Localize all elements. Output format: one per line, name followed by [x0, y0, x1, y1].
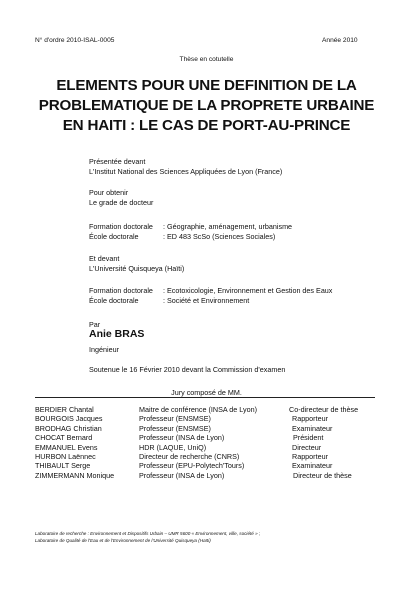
jury-member-role: Directeur: [292, 442, 322, 452]
title-line-3: EN HAITI : LE CAS DE PORT-AU-PRINCE: [62, 117, 351, 134]
title-line-1: ELEMENTS POUR UNE DEFINITION DE LA: [56, 77, 357, 94]
title-line-2: PROBLEMATIQUE DE LA PROPRETE URBAINE: [38, 97, 375, 114]
formation-1-label: Formation doctorale: [89, 222, 153, 231]
jury-member-name: BOURGOIS Jacques: [35, 414, 103, 424]
jury-member-name: HURBON Laënnec: [35, 452, 96, 461]
jury-member-name: BRODHAG Christian: [35, 423, 102, 433]
formation-2-value: : Ecotoxicologie, Environnement et Gestion des Eaux: [163, 286, 333, 295]
jury-member-position: Professeur (ENSMSE): [139, 423, 211, 433]
institution-insa: L'Institut National des Sciences Appliquées de Lyon (France): [89, 167, 283, 176]
jury-member-row: [35, 443, 395, 452]
by-label: Par: [89, 320, 101, 329]
footer-line-2: Laboratoire de Qualité de l'Eau et de l'Environnement de l'Université Quisqueya (Haïti): [35, 538, 211, 543]
school-1-value: : ED 483 ScSo (Sciences Sociales): [163, 232, 276, 241]
jury-member-name: EMMANUEL Evens: [35, 442, 98, 452]
obtain-label: Pour obtenir: [89, 188, 129, 197]
jury-heading: Jury composé de MM.: [171, 388, 242, 397]
jury-member-name: THIBAULT Serge: [35, 461, 91, 471]
institution-uniq: L'Université Quisqueya (Haïti): [89, 264, 185, 273]
order-number: N° d'ordre 2010-ISAL-0005: [35, 37, 115, 44]
jury-member-row: [35, 424, 395, 433]
jury-member-row: [35, 461, 395, 470]
school-2-label: École doctorale: [89, 296, 139, 305]
jury-member-row: [35, 433, 395, 442]
thesis-type: Thèse en cotutelle: [179, 56, 234, 63]
jury-member-role: Examinateur: [292, 423, 333, 433]
jury-member-role: Rapporteur: [292, 414, 328, 424]
school-1-label: École doctorale: [89, 232, 139, 241]
presented-label: Présentée devant: [89, 157, 146, 166]
degree: Le grade de docteur: [89, 198, 154, 207]
jury-divider: [35, 397, 375, 398]
author-name: Anie BRAS: [89, 328, 145, 340]
school-2-value: : Société et Environnement: [163, 296, 250, 305]
formation-2-label: Formation doctorale: [89, 286, 153, 295]
year: Année 2010: [322, 37, 358, 44]
jury-member-position: Professeur (INSA de Lyon): [139, 470, 225, 480]
jury-member-row: [35, 414, 395, 423]
footer-line-1: Laboratoire de recherche : Environnement et Dispositifs Urbain – UMR 5600 « Environnement, ville, société » ;: [35, 531, 261, 536]
jury-member-position: HDR (LAQUE, UniQ): [139, 442, 207, 452]
formation-1-value: : Géographie, aménagement, urbanisme: [163, 222, 293, 231]
jury-member-role: Directeur de thèse: [293, 470, 352, 480]
jury-member-position: Professeur (ENSMSE): [139, 414, 211, 424]
jury-member-position: Directeur de recherche (CNRS): [139, 452, 240, 461]
jury-member-role: Président: [293, 433, 324, 443]
defense-date: Soutenue le 16 Février 2010 devant la Commission d'examen: [89, 365, 286, 374]
and-label: Et devant: [89, 254, 120, 263]
jury-member-position: Maitre de conférence (INSA de Lyon): [139, 405, 257, 414]
jury-member-row: [35, 405, 395, 414]
thesis-title: [20, 76, 393, 136]
author-role: Ingénieur: [89, 345, 119, 354]
jury-member-position: Professeur (EPU-Polytech'Tours): [139, 461, 245, 471]
jury-member-role: Rapporteur: [292, 452, 328, 461]
jury-member-name: CHOCAT Bernard: [35, 433, 93, 443]
jury-member-role: Examinateur: [292, 461, 333, 471]
jury-member-position: Professeur (INSA de Lyon): [139, 433, 225, 443]
jury-member-name: ZIMMERMANN Monique: [35, 470, 115, 480]
jury-member-row: [35, 452, 395, 461]
jury-member-row: [35, 471, 395, 480]
jury-member-role: Co-directeur de thèse: [289, 405, 359, 414]
jury-member-name: BERDIER Chantal: [35, 405, 94, 414]
